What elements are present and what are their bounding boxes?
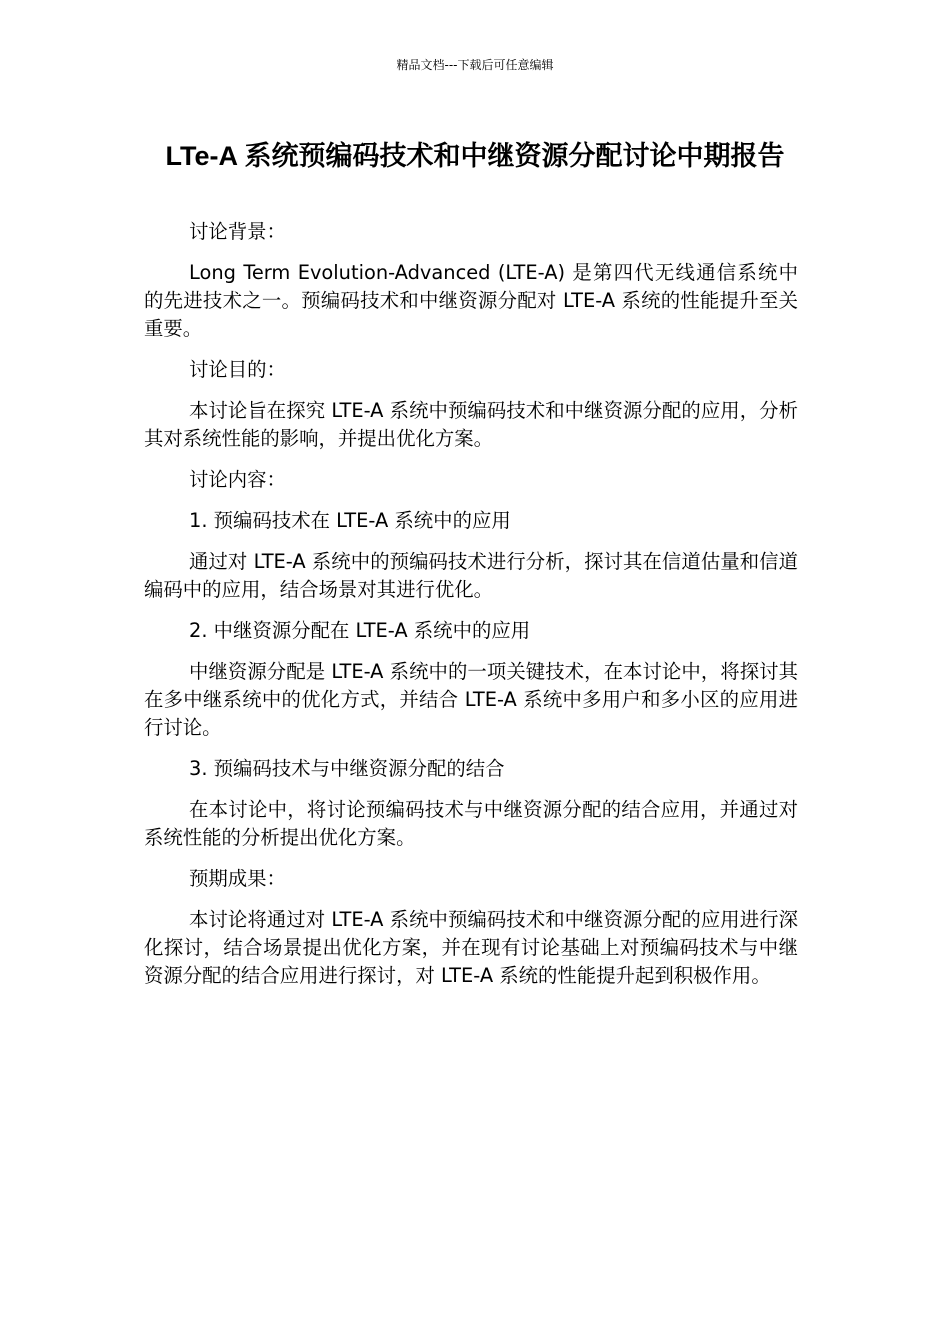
paragraph-background: Long Term Evolution-Advanced (LTE-A) 是第四代无线通信系统中的先进技术之一。预编码技术和中继资源分配对 LTE-A 系统的性能提升至关重要。 [144,261,798,340]
paragraph-combination: 在本讨论中，将讨论预编码技术与中继资源分配的结合应用，并通过对系统性能的分析提出优化方案。 [144,798,798,849]
document-body [144,218,798,1003]
paragraph-expected-results: 本讨论将通过对 LTE-A 系统中预编码技术和中继资源分配的应用进行深化探讨，结合场景提出优化方案，并在现有讨论基础上对预编码技术与中继资源分配的结合应用进行探讨，对 LTE-A 系统的性能提升起到积极作用。 [144,908,798,987]
subheading-relay-allocation: 2. 中继资源分配在 LTE-A 系统中的应用 [189,619,531,643]
page-header: 精品文档---下载后可任意编辑 [396,58,554,72]
section-heading-purpose: 讨论目的： [189,357,286,381]
subheading-precoding: 1. 预编码技术在 LTE-A 系统中的应用 [189,509,511,533]
section-heading-background: 讨论背景： [189,220,286,243]
paragraph-relay-allocation: 中继资源分配是 LTE-A 系统中的一项关键技术，在本讨论中，将探讨其在多中继系统中的优化方式，并结合 LTE-A 系统中多用户和多小区的应用进行讨论。 [144,660,798,739]
subheading-combination: 3. 预编码技术与中继资源分配的结合 [189,757,505,781]
section-heading-content: 讨论内容： [189,467,286,491]
paragraph-purpose: 本讨论旨在探究 LTE-A 系统中预编码技术和中继资源分配的应用，分析其对系统性能的影响，并提出优化方案。 [144,399,798,450]
paragraph-precoding: 通过对 LTE-A 系统中的预编码技术进行分析，探讨其在信道估量和信道编码中的应用，结合场景对其进行优化。 [144,550,798,602]
document-title: LTe-A 系统预编码技术和中继资源分配讨论中期报告 [165,141,785,171]
section-heading-expected-results: 预期成果： [189,867,286,891]
